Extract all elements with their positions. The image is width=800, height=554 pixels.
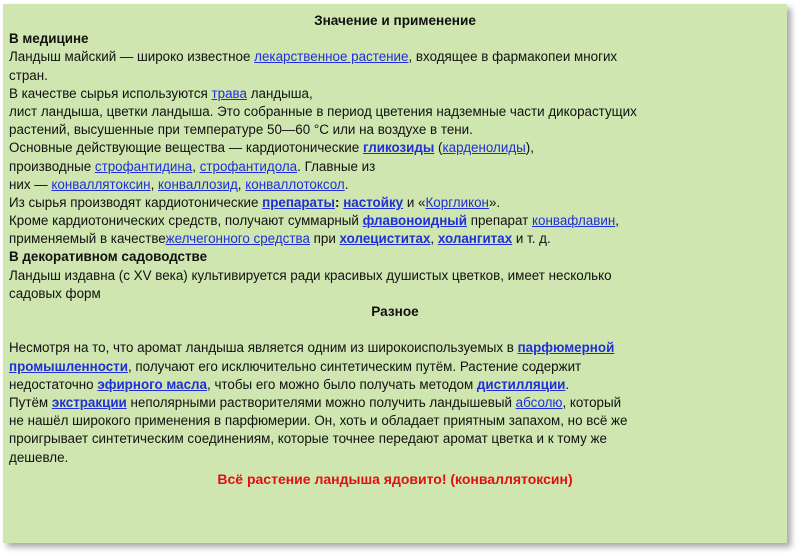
medicine-line-5: растений, высушенные при температуре 50—60 °С или на воздухе в тени. — [9, 122, 473, 138]
text: , — [237, 176, 246, 192]
medicine-line-1 — [9, 48, 781, 66]
misc-line-1 — [9, 339, 781, 357]
link-distillation[interactable]: дистилляции — [476, 376, 566, 392]
medicine-line-3 — [9, 85, 781, 103]
misc-line-5: не нашёл широкого применения в парфюмерии. Он, хоть и обладает приятным запахом, но всё же — [9, 413, 628, 429]
text: , получают его исключительно синтетическим путём. Растение содержит — [127, 358, 582, 374]
link-strophanthidol[interactable]: строфантидола — [199, 158, 298, 174]
text: и т. д. — [512, 231, 551, 247]
medicine-line-10 — [9, 212, 781, 230]
garden-line-2: садовых форм — [9, 285, 101, 301]
garden-line-1: Ландыш издавна (с XV века) культивируется ради красивых душистых цветков, имеет несколько — [9, 267, 612, 283]
link-convalloside[interactable]: конваллозид — [158, 176, 238, 192]
text: и « — [403, 194, 426, 210]
text: ( — [434, 140, 443, 156]
link-industry[interactable]: промышленности — [9, 358, 128, 374]
link-herb[interactable]: трава — [211, 85, 247, 101]
text: , — [615, 213, 619, 229]
link-absolute[interactable]: абсолю — [515, 394, 563, 410]
text: , — [150, 176, 159, 192]
misc-line-3 — [9, 376, 781, 394]
text: Ландыш майский — широко известное — [9, 49, 255, 65]
text: , который — [562, 394, 622, 410]
content-card — [3, 4, 787, 543]
link-glycosides[interactable]: гликозиды — [362, 140, 435, 156]
text: , входящее в фармакопеи многих — [408, 49, 618, 65]
link-extraction[interactable]: экстракции — [51, 394, 127, 410]
text: Из сырья производят кардиотонические — [9, 194, 263, 210]
link-tincture[interactable]: настойку — [343, 194, 404, 210]
medicine-heading: В медицине — [9, 31, 89, 47]
text: них — — [9, 176, 52, 192]
link-korglikon[interactable]: Коргликон — [425, 194, 489, 210]
link-strophanthidin[interactable]: строфантидина — [94, 158, 193, 174]
link-cholecystitis[interactable]: холециститах — [339, 231, 431, 247]
article-body — [9, 12, 781, 488]
garden-heading: В декоративном садоводстве — [9, 249, 208, 265]
misc-heading: Разное — [371, 304, 419, 319]
link-flavonoid[interactable]: флавоноидный — [362, 213, 467, 229]
text: ». — [488, 194, 501, 210]
spacer — [9, 321, 781, 339]
text: Путём — [9, 394, 52, 410]
text: : — [335, 194, 344, 210]
text: ландыша, — [246, 85, 313, 101]
text: неполярными растворителями можно получить ландышевый — [126, 394, 516, 410]
text: препарат — [466, 213, 532, 229]
link-preparations[interactable]: препараты — [262, 194, 335, 210]
text: , чтобы его можно было получать методом — [207, 376, 477, 392]
link-medicinal-plant[interactable]: лекарственное растение — [254, 49, 409, 65]
medicine-line-9 — [9, 194, 781, 212]
link-konvaflavin[interactable]: конвафлавин — [532, 213, 616, 229]
text: , — [192, 158, 200, 174]
text: . — [565, 376, 570, 392]
link-convallotoxol[interactable]: конваллотоксол — [245, 176, 345, 192]
medicine-line-7 — [9, 158, 781, 176]
poison-warning: Всё растение ландыша ядовито! (конваллятоксин) — [217, 470, 573, 487]
link-perfume[interactable]: парфюмерной — [517, 340, 615, 356]
text: производные — [9, 158, 95, 174]
text: Кроме кардиотонических средств, получают суммарный — [9, 213, 363, 229]
text: ), — [525, 140, 534, 156]
link-cardenolides[interactable]: карденолиды — [442, 140, 526, 156]
link-essential-oil[interactable]: эфирного масла — [97, 376, 207, 392]
misc-line-7: дешевле. — [9, 449, 69, 465]
link-choleretic[interactable]: желчегонного средства — [165, 231, 310, 247]
medicine-line-8 — [9, 176, 781, 194]
misc-line-2 — [9, 358, 781, 376]
text: , — [430, 231, 438, 247]
text: при — [309, 231, 340, 247]
medicine-line-11 — [9, 230, 781, 248]
text: В качестве сырья используются — [9, 85, 212, 101]
misc-line-6: проигрывает синтетическим соединениям, которые точнее передают аромат цветка и к тому же — [9, 431, 607, 447]
text: применяемый в качестве — [9, 231, 166, 247]
text: Основные действующие вещества — кардиотонические — [9, 140, 363, 156]
misc-line-4 — [9, 394, 781, 412]
medicine-line-4: лист ландыша, цветки ландыша. Это собранные в период цветения надземные части дикорастущих — [9, 103, 637, 119]
text: Несмотря на то, что аромат ландыша является одним из широкоиспользуемых в — [9, 340, 518, 356]
text: недостаточно — [9, 376, 98, 392]
text: . — [344, 176, 349, 192]
link-cholangitis[interactable]: холангитах — [437, 231, 513, 247]
medicine-line-6 — [9, 139, 781, 157]
text: . Главные из — [297, 158, 376, 174]
medicine-line-2: стран. — [9, 67, 48, 83]
link-convallatoxin[interactable]: конваллятоксин — [51, 176, 151, 192]
page-title: Значение и применение — [314, 13, 476, 28]
